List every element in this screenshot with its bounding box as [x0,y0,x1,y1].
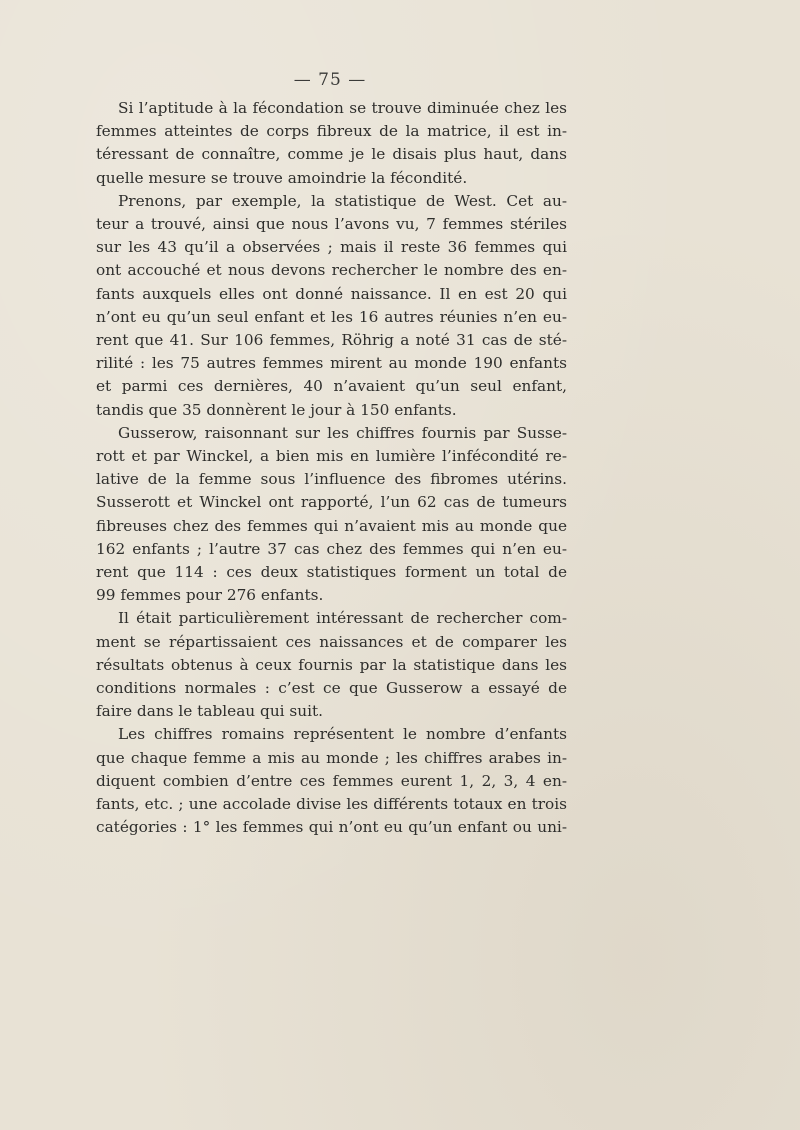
text-line: catégories : 1° les femmes qui n’ont eu qu’un enfant ou uni- [96,818,567,837]
text-line: Gusserow, raisonnant sur les chiffres fournis par Susse- [118,423,567,442]
text-line: Prenons, par exemple, la statistique de West. Cet au- [118,191,567,210]
text-line: téressant de connaître, comme je le disais plus haut, dans [96,145,567,164]
text-line: quelle mesure se trouve amoindrie la fécondité. [96,168,468,187]
page-number: — 75 — [293,70,367,90]
text-line: 99 femmes pour 276 enfants. [96,586,324,605]
text-line: rent que 41. Sur 106 femmes, Röhrig a noté 31 cas de sté- [96,331,567,350]
text-line: rott et par Winckel, a bien mis en lumière l’infécondité re- [96,447,567,466]
text-line: Il était particulièrement intéressant de rechercher com- [118,609,567,628]
text-line: et parmi ces dernières, 40 n’avaient qu’un seul enfant, [96,377,567,396]
text-line: tandis que 35 donnèrent le jour à 150 enfants. [96,400,457,419]
text-line: fants auxquels elles ont donné naissance. Il en est 20 qui [96,284,567,303]
text-line: faire dans le tableau qui suit. [96,702,324,721]
text-line: lative de la femme sous l’influence des fibromes utérins. [96,470,567,489]
text-line: que chaque femme a mis au monde ; les chiffres arabes in- [96,748,567,767]
body-text [96,97,567,840]
text-line: fibreuses chez des femmes qui n’avaient mis au monde que [96,516,567,535]
text-line: Susserott et Winckel ont rapporté, l’un 62 cas de tumeurs [96,493,567,512]
text-line: 162 enfants ; l’autre 37 cas chez des femmes qui n’en eu- [96,539,567,558]
text-line: n’ont eu qu’un seul enfant et les 16 autres réunies n’en eu- [96,307,567,326]
text-line: sur les 43 qu’il a observées ; mais il reste 36 femmes qui [96,238,567,257]
text-line: ment se répartissaient ces naissances et de comparer les [96,632,567,651]
text-line: rilité : les 75 autres femmes mirent au monde 190 enfants [96,354,567,373]
text-line: conditions normales : c’est ce que Gusserow a essayé de [96,679,567,698]
text-line: teur a trouvé, ainsi que nous l’avons vu, 7 femmes stériles [96,215,567,234]
text-line: rent que 114 : ces deux statistiques forment un total de [96,563,567,582]
text-line: Les chiffres romains représentent le nombre d’enfants [118,725,567,744]
text-line: diquent combien d’entre ces femmes eurent 1, 2, 3, 4 en- [96,771,567,790]
text-line: Si l’aptitude à la fécondation se trouve diminuée chez les [118,99,567,117]
text-line: ont accouché et nous devons rechercher le nombre des en- [96,261,567,280]
text-line: résultats obtenus à ceux fournis par la statistique dans les [96,655,567,674]
text-line: fants, etc. ; une accolade divise les différents totaux en trois [96,795,567,814]
text-line: femmes atteintes de corps fibreux de la matrice, il est in- [96,122,567,141]
